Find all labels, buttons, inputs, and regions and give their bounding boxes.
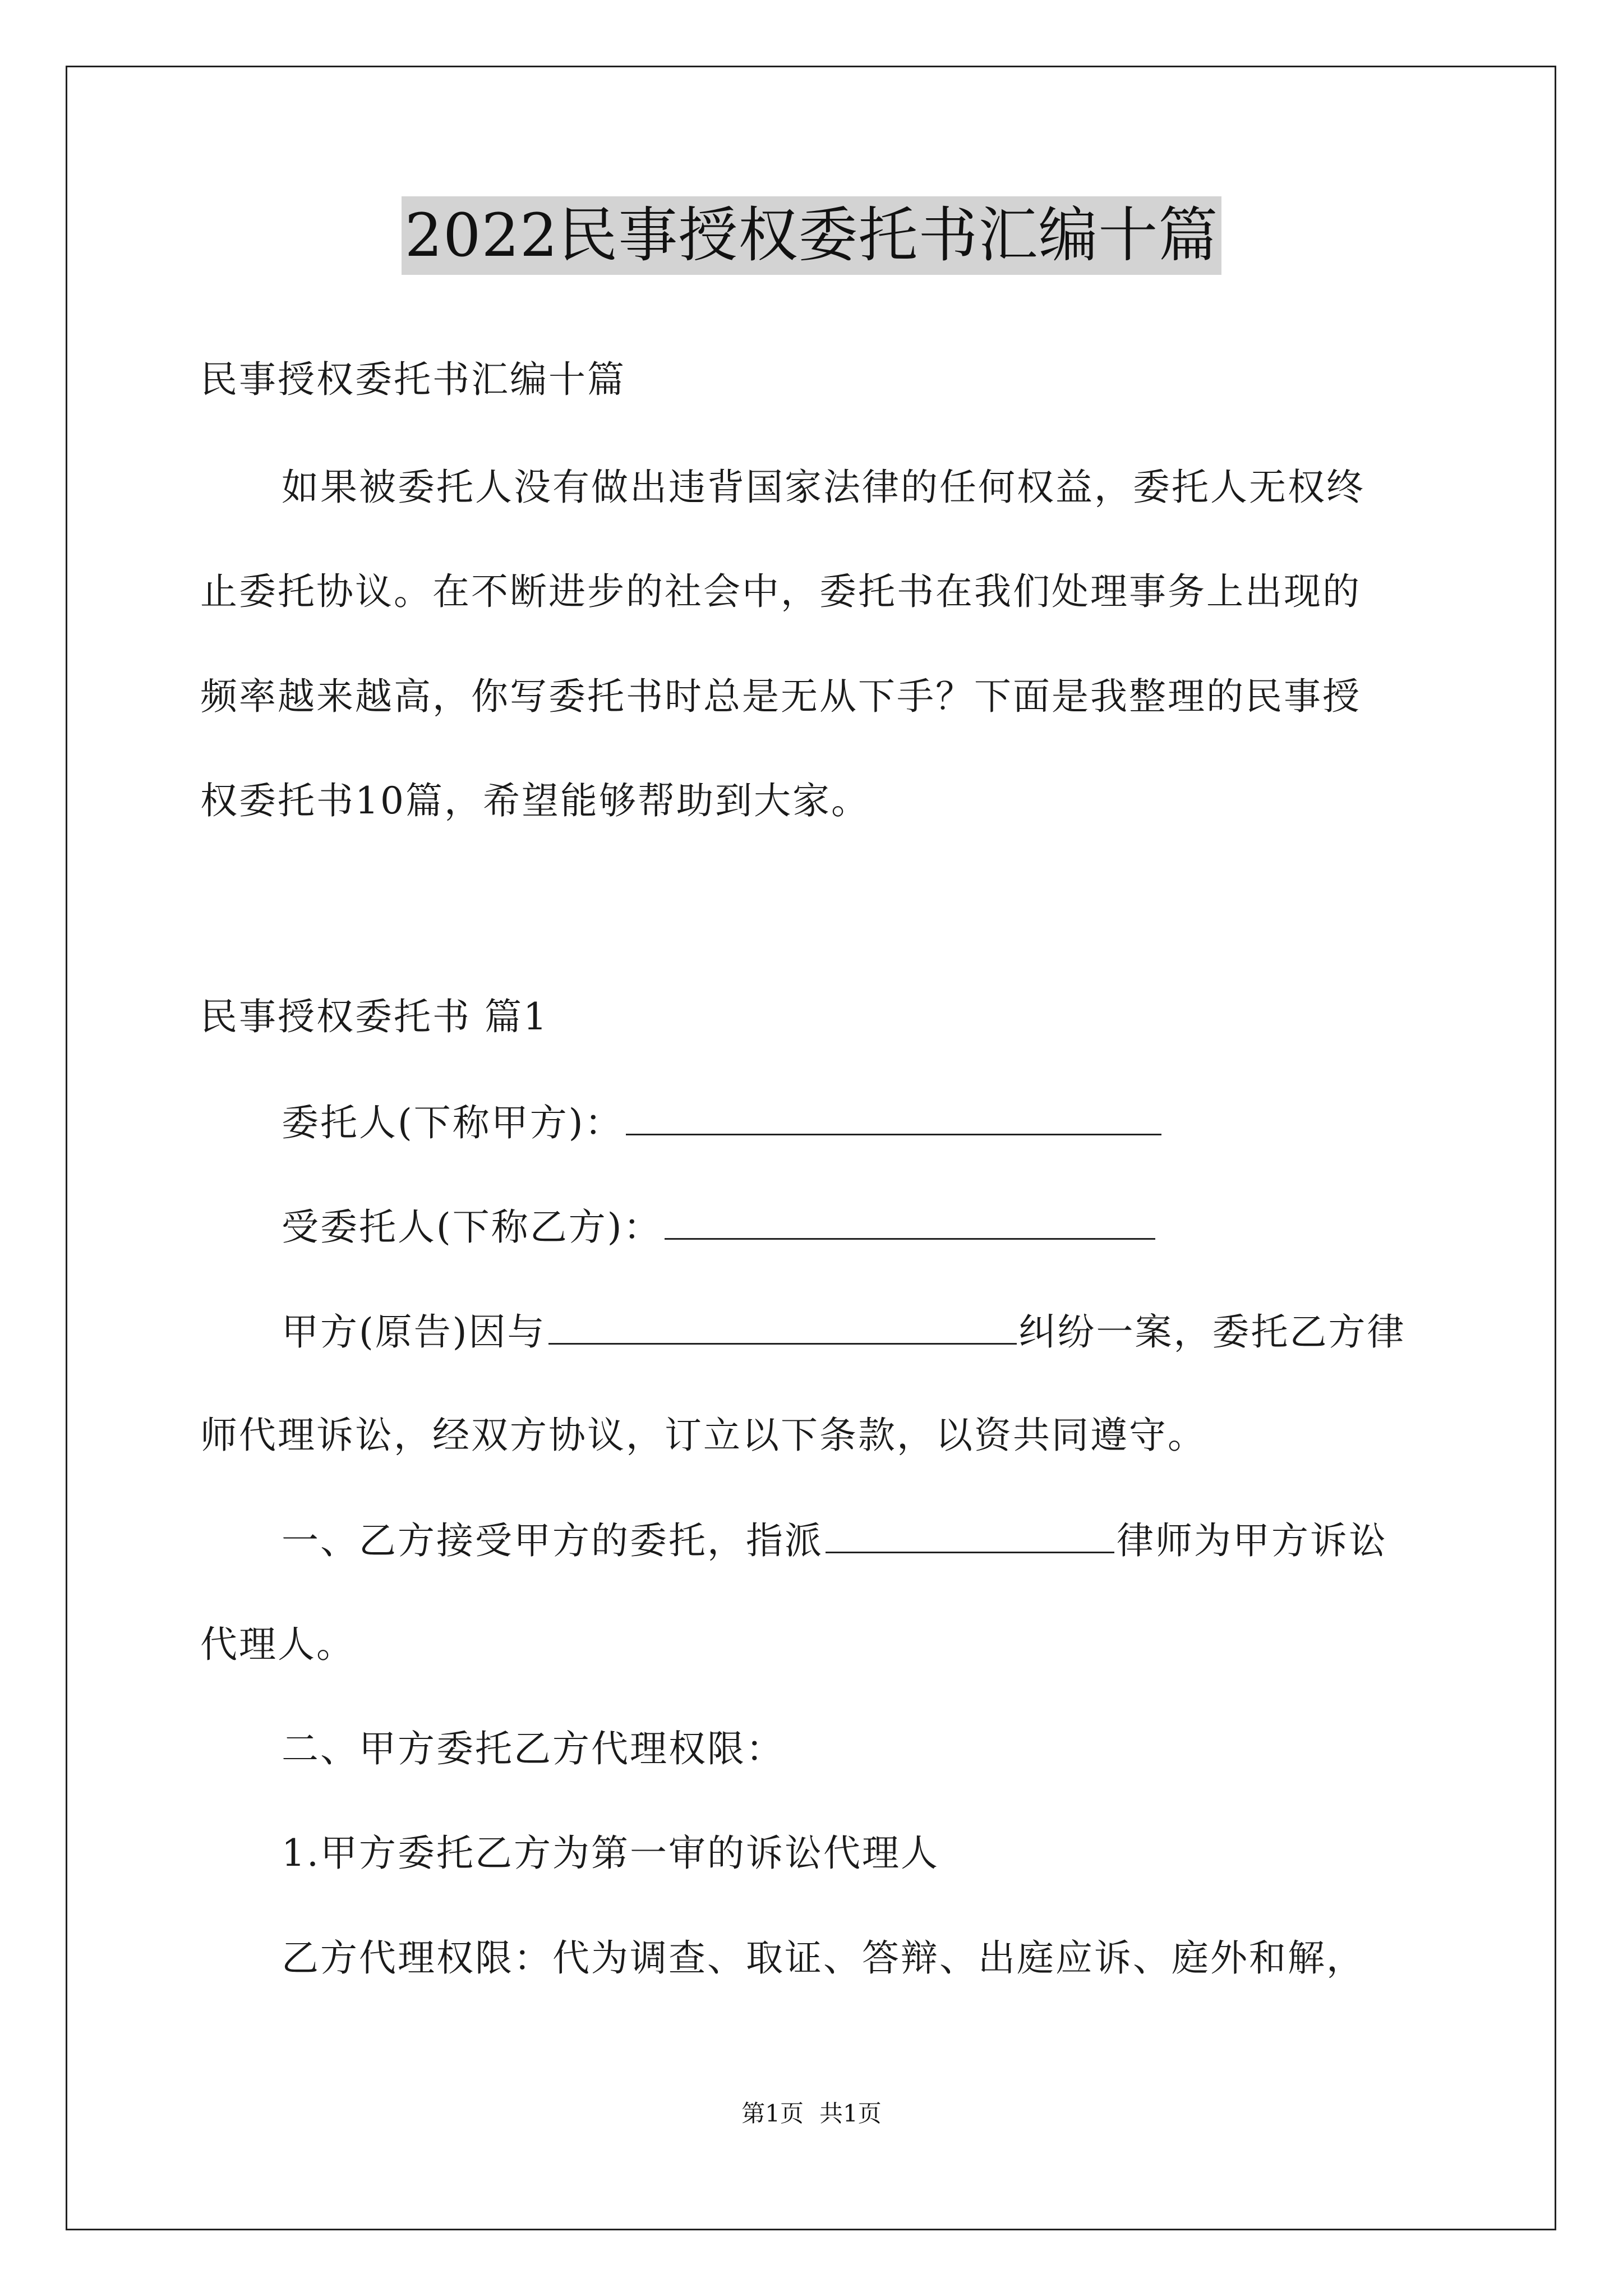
agent-line [282,1201,1158,1253]
title-container [0,196,1623,275]
clause-1-line-2: 代理人。 [200,1623,355,1666]
clause-2: 二、甲方委托乙方代理权限： [282,1727,785,1770]
authority-line: 乙方代理权限：代为调查、取证、答辩、出庭应诉、庭外和解， [282,1936,1365,1980]
case-party-blank[interactable] [548,1306,1017,1345]
intro-line-4: 权委托书10篇，希望能够帮助到大家。 [200,779,870,822]
agent-label: 受委托人(下称乙方)： [282,1205,662,1249]
page-footer [0,2097,1623,2131]
page-current: 第1页 [741,2100,804,2127]
section-heading: 民事授权委托书 篇1 [200,995,548,1038]
agent-blank[interactable] [665,1201,1155,1240]
intro-line-3: 频率越来越高，你写委托书时总是无从下手？下面是我整理的民事授 [200,675,1361,718]
intro-line-2: 止委托协议。在不断进步的社会中，委托书在我们处理事务上出现的 [200,570,1361,613]
clause-1-suffix: 律师为甲方诉讼 [1117,1519,1387,1562]
principal-label: 委托人(下称甲方)： [282,1101,624,1144]
document-subtitle: 民事授权委托书汇编十篇 [200,358,626,401]
page-total: 共1页 [819,2100,882,2127]
principal-line [282,1097,1164,1148]
case-line-prefix: 甲方(原告)因与 [282,1310,546,1354]
case-line [282,1306,1406,1358]
clause-1-prefix: 一、乙方接受甲方的委托，指派 [282,1519,823,1562]
case-line-2: 师代理诉讼，经双方协议，订立以下条款，以资共同遵守。 [200,1414,1206,1457]
clause-1-line [282,1515,1387,1566]
intro-line-1: 如果被委托人没有做出违背国家法律的任何权益，委托人无权终 [282,466,1365,509]
case-line-suffix: 纠纷一案，委托乙方律 [1018,1310,1406,1354]
clause-2-1: 1.甲方委托乙方为第一审的诉讼代理人 [282,1832,939,1875]
principal-blank[interactable] [626,1097,1161,1135]
lawyer-name-blank[interactable] [826,1515,1114,1553]
document-title: 2022民事授权委托书汇编十篇 [402,196,1222,275]
